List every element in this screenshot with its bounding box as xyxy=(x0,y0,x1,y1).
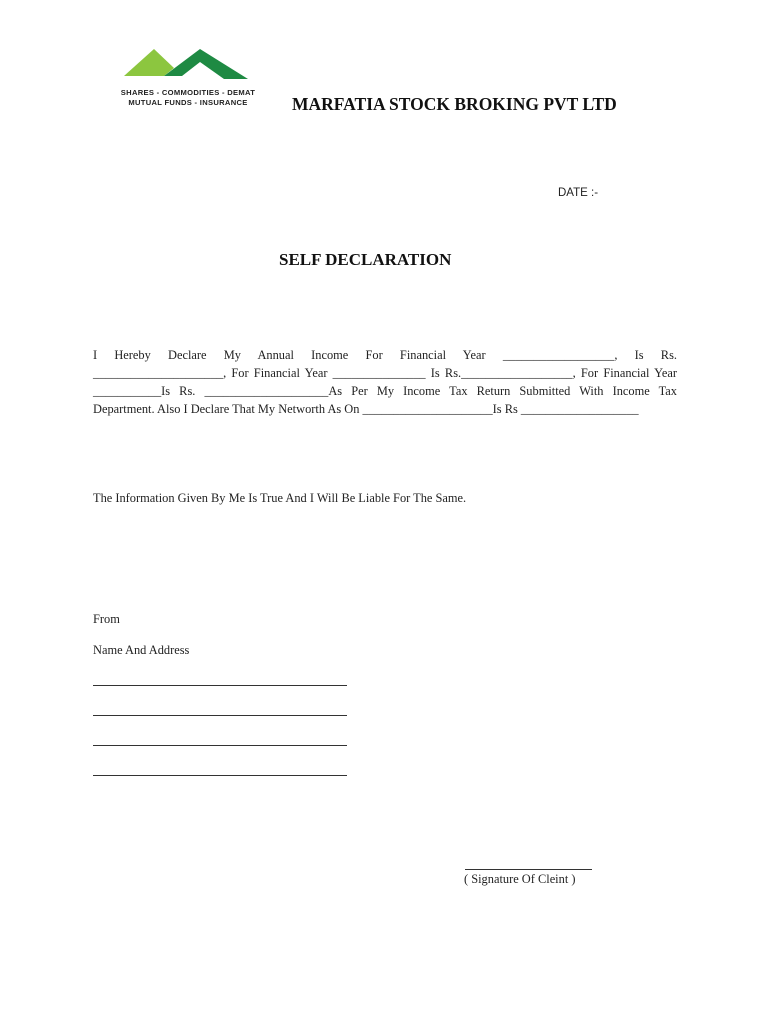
signature-caption: ( Signature Of Cleint ) xyxy=(464,872,576,886)
signature-line xyxy=(465,869,592,870)
logo-dark-peak xyxy=(164,49,248,79)
logo-light-peak xyxy=(124,49,174,76)
address-blank-line xyxy=(93,775,347,776)
address-blank-line xyxy=(93,685,347,686)
from-label: From xyxy=(93,612,120,626)
document-title: SELF DECLARATION xyxy=(279,250,452,269)
declaration-line: _____________________, For Financial Year _______________ Is Rs.__________________, For Financial Year xyxy=(93,366,677,380)
address-blank-line xyxy=(93,715,347,716)
logo-tagline-2: MUTUAL FUNDS - INSURANCE xyxy=(128,98,248,107)
declaration-line: ___________Is Rs. ____________________As Per My Income Tax Return Submitted With Income Tax xyxy=(93,384,677,398)
logo-tagline-1: SHARES - COMMODITIES - DEMAT xyxy=(120,88,256,97)
company-name: MARFATIA STOCK BROKING PVT LTD xyxy=(292,94,617,114)
address-blank-line xyxy=(93,745,347,746)
declaration-paragraph xyxy=(93,346,677,418)
name-address-label: Name And Address xyxy=(93,643,190,657)
mountain-logo-icon xyxy=(124,46,248,82)
date-label: DATE :- xyxy=(558,187,599,199)
liability-statement: The Information Given By Me Is True And I Will Be Liable For The Same. xyxy=(93,491,467,505)
company-logo xyxy=(100,46,276,110)
declaration-line: I Hereby Declare My Annual Income For Financial Year __________________, Is Rs. xyxy=(93,348,677,362)
declaration-line: Department. Also I Declare That My Networth As On _____________________Is Rs ___________________ xyxy=(93,402,639,416)
